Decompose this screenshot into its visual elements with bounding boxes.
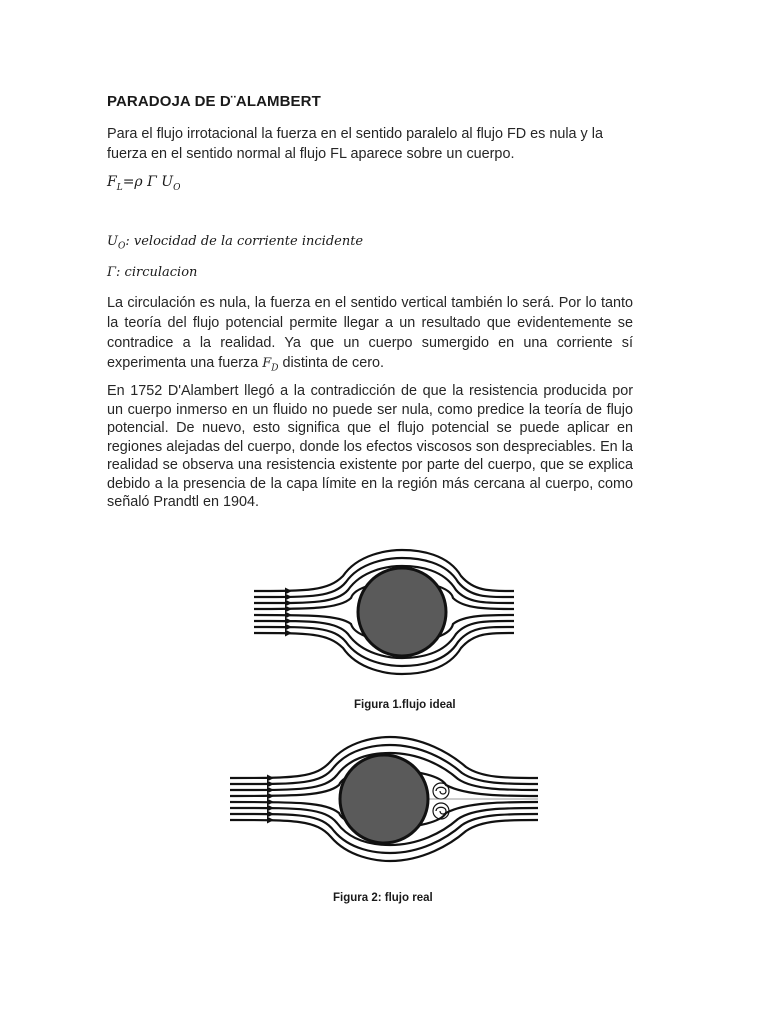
definition-velocity — [107, 234, 363, 252]
flow-arrows — [278, 591, 292, 633]
drag-symbol-sub: D — [271, 363, 279, 374]
definition-velocity-sub: O — [117, 241, 126, 252]
paragraph-circulation-tail: distinta de cero. — [278, 355, 385, 371]
definition-circulation-symbol: Γ — [107, 265, 117, 280]
definition-velocity-text: : velocidad de la corriente incidente — [125, 234, 364, 249]
formula-lhs-sub: L — [116, 182, 123, 193]
cylinder — [340, 755, 428, 843]
lift-formula — [107, 174, 180, 193]
definition-circulation-text: : circulacion — [116, 265, 198, 280]
formula-lhs: F — [107, 174, 117, 190]
ideal-flow-figure — [248, 546, 520, 692]
real-flow-figure — [226, 733, 544, 879]
definition-velocity-symbol: U — [107, 234, 118, 249]
formula-rhs-sub: O — [173, 182, 181, 193]
figure1-caption: Figura 1.flujo ideal — [354, 699, 456, 711]
paragraph-intro: Para el flujo irrotacional la fuerza en el sentido paralelo al flujo FD es nula y la fuerza en el sentido normal al flujo FL aparece sobre un cuerpo. — [107, 126, 603, 162]
figure2-caption: Figura 2: flujo real — [333, 892, 433, 904]
document-title: PARADOJA DE D¨ALAMBERT — [107, 93, 321, 110]
paragraph-circulation — [107, 293, 633, 379]
formula-rhs: =ρ Γ U — [122, 174, 174, 190]
paragraph-circulation-text: La circulación es nula, la fuerza en el sentido vertical también lo será. Por lo tanto la teoría del flujo potencial permite llegar a un resultado que evidentemente se contradice a la realidad. Ya que un cuerpo sumergido en una corriente sí experimenta una fuerza — [107, 295, 633, 371]
drag-symbol: F — [262, 356, 272, 371]
definition-circulation — [107, 265, 197, 280]
cylinder — [358, 568, 446, 656]
paragraph-history: En 1752 D'Alambert llegó a la contradicción de que la resistencia producida por un cuerpo inmerso en un fluido no puede ser nula, como predice la teoría de flujo potencial. De nuevo, esto significa que el flujo potencial se puede aplicar en regiones alejadas del cuerpo, donde los efectos viscosos son despreciables. En la realidad se observa una resistencia existente por parte del cuerpo, que se explica debido a la presencia de la capa límite en la región más cercana al cuerpo, como señaló Prandtl en 1904. — [107, 383, 633, 510]
flow-arrows — [258, 778, 274, 820]
